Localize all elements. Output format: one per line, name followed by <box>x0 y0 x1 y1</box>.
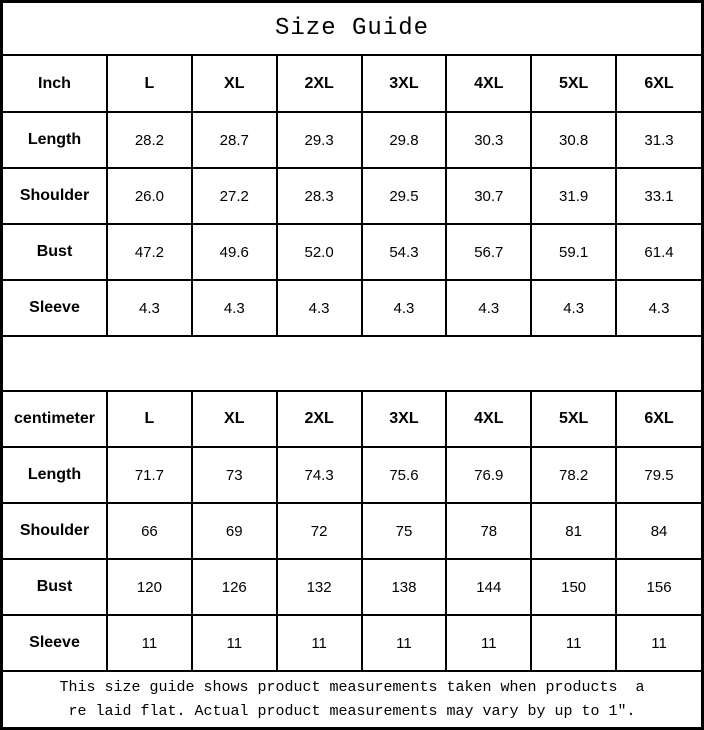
measurement-value-cell: 31.3 <box>616 112 701 168</box>
unit-header-cell: Inch <box>3 56 107 112</box>
size-header-cell: 2XL <box>277 391 362 447</box>
measurement-value-cell: 144 <box>446 559 531 615</box>
measurement-value-cell: 120 <box>107 559 192 615</box>
measurement-value-cell: 47.2 <box>107 224 192 280</box>
measurement-value-cell: 11 <box>192 615 277 671</box>
size-header-row <box>3 56 701 112</box>
measurement-row <box>3 559 701 615</box>
measurement-value-cell: 56.7 <box>446 224 531 280</box>
measurement-value-cell: 138 <box>362 559 447 615</box>
size-header-cell: 4XL <box>446 56 531 112</box>
measurement-value-cell: 4.3 <box>531 280 616 336</box>
measurement-value-cell: 29.3 <box>277 112 362 168</box>
measurement-value-cell: 28.3 <box>277 168 362 224</box>
measurement-value-cell: 31.9 <box>531 168 616 224</box>
measurement-value-cell: 30.7 <box>446 168 531 224</box>
size-header-cell: L <box>107 56 192 112</box>
title-row <box>3 3 701 56</box>
measurement-label-cell: Bust <box>3 224 107 280</box>
measurement-value-cell: 78 <box>446 503 531 559</box>
measurement-value-cell: 4.3 <box>446 280 531 336</box>
size-header-cell: 3XL <box>362 391 447 447</box>
measurement-value-cell: 33.1 <box>616 168 701 224</box>
measurement-label-cell: Bust <box>3 559 107 615</box>
size-header-cell: 6XL <box>616 391 701 447</box>
centimeter-size-table <box>3 390 701 672</box>
measurement-row <box>3 615 701 671</box>
measurement-row <box>3 168 701 224</box>
measurement-value-cell: 49.6 <box>192 224 277 280</box>
size-header-cell: 5XL <box>531 391 616 447</box>
measurement-value-cell: 76.9 <box>446 447 531 503</box>
measurement-value-cell: 156 <box>616 559 701 615</box>
measurement-value-cell: 52.0 <box>277 224 362 280</box>
measurement-value-cell: 78.2 <box>531 447 616 503</box>
measurement-value-cell: 150 <box>531 559 616 615</box>
measurement-row <box>3 112 701 168</box>
measurement-value-cell: 61.4 <box>616 224 701 280</box>
measurement-value-cell: 11 <box>531 615 616 671</box>
measurement-value-cell: 75.6 <box>362 447 447 503</box>
measurement-value-cell: 29.5 <box>362 168 447 224</box>
footer-line-1: This size guide shows product measurements taken when products a <box>59 679 645 697</box>
measurement-value-cell: 4.3 <box>107 280 192 336</box>
measurement-value-cell: 4.3 <box>192 280 277 336</box>
measurement-value-cell: 26.0 <box>107 168 192 224</box>
unit-header-cell: centimeter <box>3 391 107 447</box>
measurement-label-cell: Sleeve <box>3 615 107 671</box>
measurement-label-cell: Length <box>3 447 107 503</box>
page-title: Size Guide <box>274 15 430 42</box>
measurement-row <box>3 503 701 559</box>
measurement-value-cell: 81 <box>531 503 616 559</box>
measurement-value-cell: 27.2 <box>192 168 277 224</box>
size-header-row <box>3 391 701 447</box>
size-header-cell: XL <box>192 56 277 112</box>
size-header-cell: L <box>107 391 192 447</box>
measurement-value-cell: 126 <box>192 559 277 615</box>
measurement-value-cell: 30.3 <box>446 112 531 168</box>
measurement-row <box>3 224 701 280</box>
measurement-value-cell: 59.1 <box>531 224 616 280</box>
measurement-value-cell: 73 <box>192 447 277 503</box>
measurement-value-cell: 84 <box>616 503 701 559</box>
size-header-cell: 5XL <box>531 56 616 112</box>
measurement-value-cell: 4.3 <box>362 280 447 336</box>
measurement-value-cell: 72 <box>277 503 362 559</box>
measurement-value-cell: 28.2 <box>107 112 192 168</box>
measurement-value-cell: 4.3 <box>616 280 701 336</box>
measurement-value-cell: 75 <box>362 503 447 559</box>
measurement-value-cell: 71.7 <box>107 447 192 503</box>
size-header-cell: 4XL <box>446 391 531 447</box>
measurement-value-cell: 29.8 <box>362 112 447 168</box>
measurement-row <box>3 280 701 336</box>
measurement-value-cell: 79.5 <box>616 447 701 503</box>
measurement-value-cell: 11 <box>362 615 447 671</box>
measurement-value-cell: 74.3 <box>277 447 362 503</box>
measurement-value-cell: 54.3 <box>362 224 447 280</box>
measurement-label-cell: Shoulder <box>3 168 107 224</box>
measurement-value-cell: 28.7 <box>192 112 277 168</box>
measurement-value-cell: 11 <box>446 615 531 671</box>
measurement-label-cell: Shoulder <box>3 503 107 559</box>
size-header-cell: XL <box>192 391 277 447</box>
measurement-label-cell: Sleeve <box>3 280 107 336</box>
measurement-value-cell: 4.3 <box>277 280 362 336</box>
measurement-value-cell: 30.8 <box>531 112 616 168</box>
measurement-value-cell: 69 <box>192 503 277 559</box>
size-header-cell: 6XL <box>616 56 701 112</box>
measurement-value-cell: 132 <box>277 559 362 615</box>
spacer-row <box>3 337 701 390</box>
measurement-label-cell: Length <box>3 112 107 168</box>
measurement-value-cell: 11 <box>616 615 701 671</box>
footer-line-2: re laid flat. Actual product measurements may vary by up to 1″. <box>68 702 636 720</box>
size-header-cell: 2XL <box>277 56 362 112</box>
footer-note <box>3 672 701 727</box>
size-header-cell: 3XL <box>362 56 447 112</box>
measurement-value-cell: 11 <box>277 615 362 671</box>
measurement-row <box>3 447 701 503</box>
measurement-value-cell: 11 <box>107 615 192 671</box>
inch-size-table <box>3 56 701 337</box>
measurement-value-cell: 66 <box>107 503 192 559</box>
